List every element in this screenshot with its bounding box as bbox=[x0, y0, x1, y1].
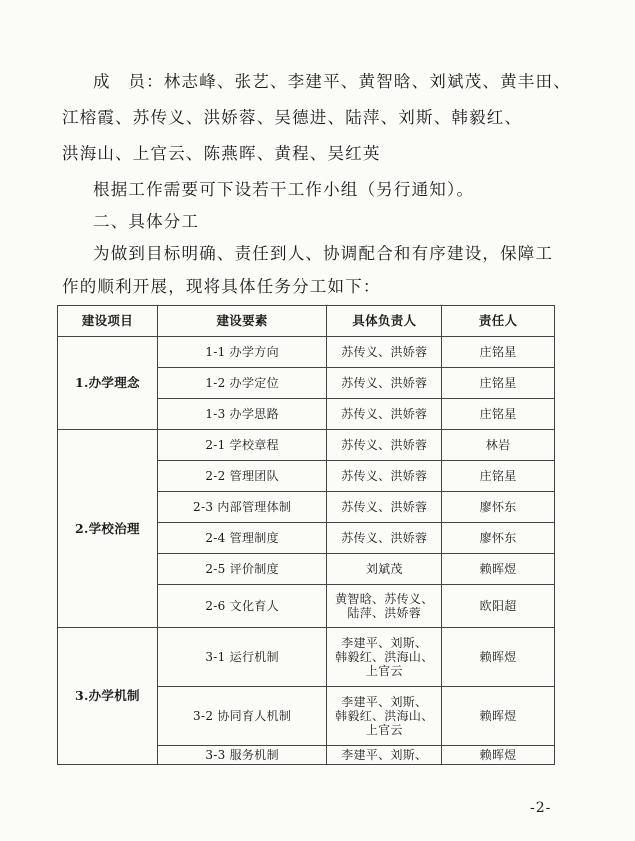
table-row bbox=[58, 430, 555, 461]
leads-line: 黄智晗、苏传义、 bbox=[335, 592, 434, 606]
leads-cell: 苏传义、洪娇蓉 bbox=[327, 523, 442, 554]
element-cell: 1-2 办学定位 bbox=[157, 368, 327, 399]
element-cell: 3-2 协同育人机制 bbox=[157, 687, 327, 746]
leads-line: 陆萍、洪娇蓉 bbox=[347, 606, 422, 620]
leads-line: 李建平、刘斯、 bbox=[341, 636, 428, 650]
leads-line: 上官云 bbox=[365, 664, 403, 678]
members-line-3: 洪海山、上官云、陈燕晖、黄程、吴红英 bbox=[62, 144, 381, 163]
leads-line: 韩毅红、洪海山、 bbox=[335, 650, 434, 664]
members-line-1: 成 员：林志峰、张艺、李建平、黄智晗、刘斌茂、黄丰田、 bbox=[93, 72, 571, 91]
header-leads: 具体负责人 bbox=[327, 306, 442, 337]
intro-line-2: 作的顺利开展，现将具体任务分工如下： bbox=[62, 277, 381, 296]
table-row bbox=[58, 628, 555, 687]
intro-line-1: 为做到目标明确、责任到人、协调配合和有序建设，保障工 bbox=[93, 244, 554, 263]
leads-cell: 苏传义、洪娇蓉 bbox=[327, 492, 442, 523]
owner-cell: 赖晖煜 bbox=[442, 628, 555, 687]
owner-cell: 廖怀东 bbox=[442, 492, 555, 523]
members-line-2: 江榕霞、苏传义、洪娇蓉、吴德进、陆萍、刘斯、韩毅红、 bbox=[62, 108, 523, 127]
owner-cell: 赖晖煜 bbox=[442, 554, 555, 585]
section-title: 二、具体分工 bbox=[93, 212, 200, 231]
element-cell: 2-2 管理团队 bbox=[157, 461, 327, 492]
leads-cell: 苏传义、洪娇蓉 bbox=[327, 461, 442, 492]
element-cell: 3-3 服务机制 bbox=[157, 746, 327, 765]
task-division-table bbox=[57, 305, 555, 765]
owner-cell: 林岩 bbox=[442, 430, 555, 461]
leads-line: 李建平、刘斯、 bbox=[341, 695, 428, 709]
leads-cell bbox=[327, 585, 442, 628]
header-owner: 责任人 bbox=[442, 306, 555, 337]
owner-cell: 赖晖煜 bbox=[442, 746, 555, 765]
header-project: 建设项目 bbox=[58, 306, 158, 337]
project-cell: 1.办学理念 bbox=[58, 337, 158, 430]
leads-cell: 李建平、刘斯、 bbox=[327, 746, 442, 765]
owner-cell: 庄铭星 bbox=[442, 399, 555, 430]
owner-cell: 廖怀东 bbox=[442, 523, 555, 554]
element-cell: 2-3 内部管理体制 bbox=[157, 492, 327, 523]
owner-cell: 赖晖煜 bbox=[442, 687, 555, 746]
leads-line: 韩毅红、洪海山、 bbox=[335, 709, 434, 723]
leads-cell: 苏传义、洪娇蓉 bbox=[327, 337, 442, 368]
owner-cell: 庄铭星 bbox=[442, 337, 555, 368]
element-cell: 2-5 评价制度 bbox=[157, 554, 327, 585]
leads-cell: 苏传义、洪娇蓉 bbox=[327, 368, 442, 399]
subgroup-note: 根据工作需要可下设若干工作小组（另行通知）。 bbox=[93, 180, 475, 199]
project-cell: 2.学校治理 bbox=[58, 430, 158, 628]
element-cell: 3-1 运行机制 bbox=[157, 628, 327, 687]
page-number: -2- bbox=[530, 800, 552, 816]
owner-cell: 欧阳超 bbox=[442, 585, 555, 628]
leads-cell bbox=[327, 687, 442, 746]
table-header-row bbox=[58, 306, 555, 337]
leads-cell: 刘斌茂 bbox=[327, 554, 442, 585]
leads-cell: 苏传义、洪娇蓉 bbox=[327, 399, 442, 430]
header-element: 建设要素 bbox=[157, 306, 327, 337]
leads-cell: 苏传义、洪娇蓉 bbox=[327, 430, 442, 461]
element-cell: 2-1 学校章程 bbox=[157, 430, 327, 461]
element-cell: 1-1 办学方向 bbox=[157, 337, 327, 368]
project-cell: 3.办学机制 bbox=[58, 628, 158, 765]
owner-cell: 庄铭星 bbox=[442, 461, 555, 492]
element-cell: 2-6 文化育人 bbox=[157, 585, 327, 628]
owner-cell: 庄铭星 bbox=[442, 368, 555, 399]
leads-line: 上官云 bbox=[365, 723, 403, 737]
element-cell: 1-3 办学思路 bbox=[157, 399, 327, 430]
table-row bbox=[58, 337, 555, 368]
element-cell: 2-4 管理制度 bbox=[157, 523, 327, 554]
leads-cell bbox=[327, 628, 442, 687]
